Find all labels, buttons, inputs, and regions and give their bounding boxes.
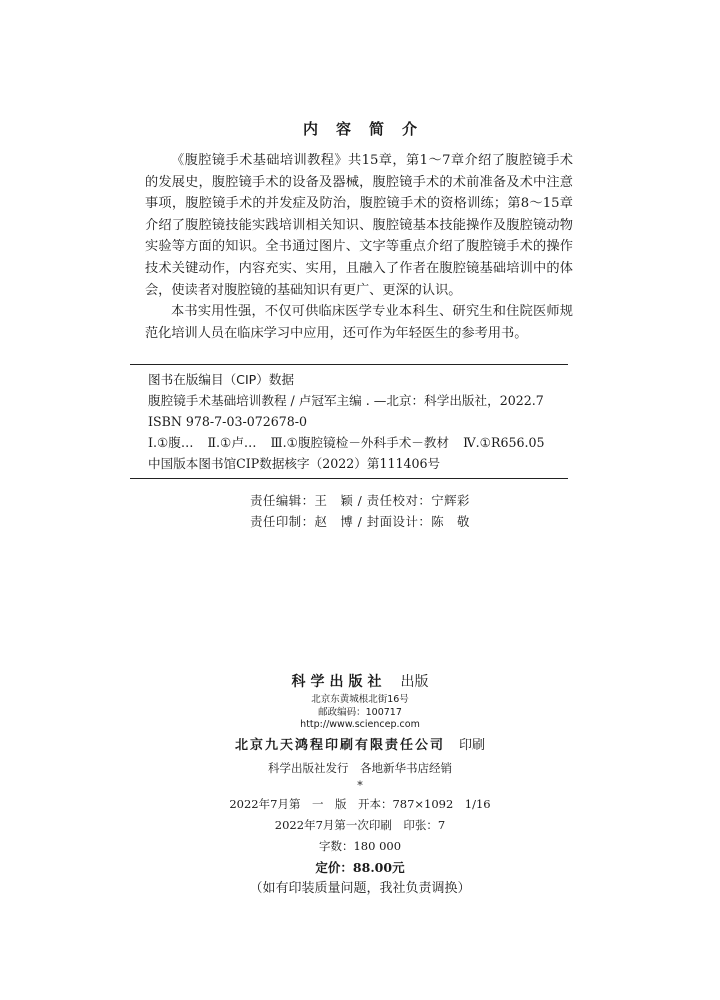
publisher-postcode: 邮政编码：100717 (318, 706, 402, 718)
printing-line: 2022年7月第一次印刷 印张：7 (274, 817, 446, 832)
cip-class-item: Ⅱ.①卢… (207, 435, 257, 450)
cip-classification (148, 432, 568, 453)
cip-data-block (130, 364, 568, 479)
editor-line: 责任编辑：王 颖 / 责任校对：宁辉彩 (250, 493, 470, 508)
cip-heading: 图书在版编目（CIP）数据 (148, 372, 295, 387)
cip-class-item: Ⅳ.①R656.05 (463, 435, 545, 450)
intro-paragraph: 本书实用性强，不仅可供临床医学专业本科生、研究生和住院医师规范化培训人员在临床学习中应用，还可作为年轻医生的参考用书。 (145, 304, 573, 341)
edition-line: 2022年7月第 一 版 开本：787×1092 1/16 (229, 796, 491, 811)
editor-credits (0, 490, 720, 532)
publisher-line (0, 670, 720, 694)
publisher-action: 出版 (400, 674, 429, 690)
price: 定价：88.00元 (315, 859, 405, 875)
word-count: 字数：180 000 (318, 838, 402, 853)
isbn: ISBN 978-7-03-072678-0 (148, 414, 308, 429)
printer-line (0, 734, 720, 758)
cip-entry: 腹腔镜手术基础培训教程 / 卢冠军主编 . —北京：科学出版社，2022.7 (148, 393, 544, 408)
publisher-url: http://www.sciencep.com (300, 719, 420, 730)
printer-name: 北京九天鸿程印刷有限责任公司 (234, 737, 445, 753)
publisher-block (0, 670, 720, 900)
editor-line: 责任印制：赵 博 / 封面设计：陈 敬 (250, 514, 470, 529)
quality-note: （如有印装质量问题，我社负责调换） (249, 880, 471, 896)
publisher-address: 北京东黄城根北街16号 (311, 694, 409, 705)
page-title: 内容简介 (302, 120, 435, 138)
intro-paragraph: 《腹腔镜手术基础培训教程》共15章，第1～7章介绍了腹腔镜手术的发展史，腹腔镜手术的设备及器械，腹腔镜手术的术前准备及术中注意事项，腹腔镜手术的并发症及防治，腹腔镜手术的资格训练；第8～15章介绍了腹腔镜技能实践培训相关知识、腹腔镜基本技能操作及腹腔镜动物实验等方面的知识。全书通过图片、文字等重点介绍了腹腔镜手术的操作技术关键动作，内容充实、实用，且融入了作者在腹腔镜基础培训中的体会，使读者对腹腔镜的基础知识有更广、更深的认识。 (145, 153, 573, 298)
book-introduction (145, 150, 573, 344)
separator-star: * (357, 778, 363, 792)
printer-action: 印刷 (459, 737, 486, 753)
publisher-name: 科学出版社 (291, 674, 387, 690)
cip-class-item: Ⅲ.①腹腔镜检－外科手术－教材 (270, 435, 450, 450)
cip-class-item: Ⅰ.①腹… (148, 435, 194, 450)
distribution-line: 科学出版社发行 各地新华书店经销 (268, 760, 452, 775)
cip-bottom-rule (130, 478, 568, 479)
cip-verification: 中国版本图书馆CIP数据核字（2022）第111406号 (148, 456, 441, 471)
